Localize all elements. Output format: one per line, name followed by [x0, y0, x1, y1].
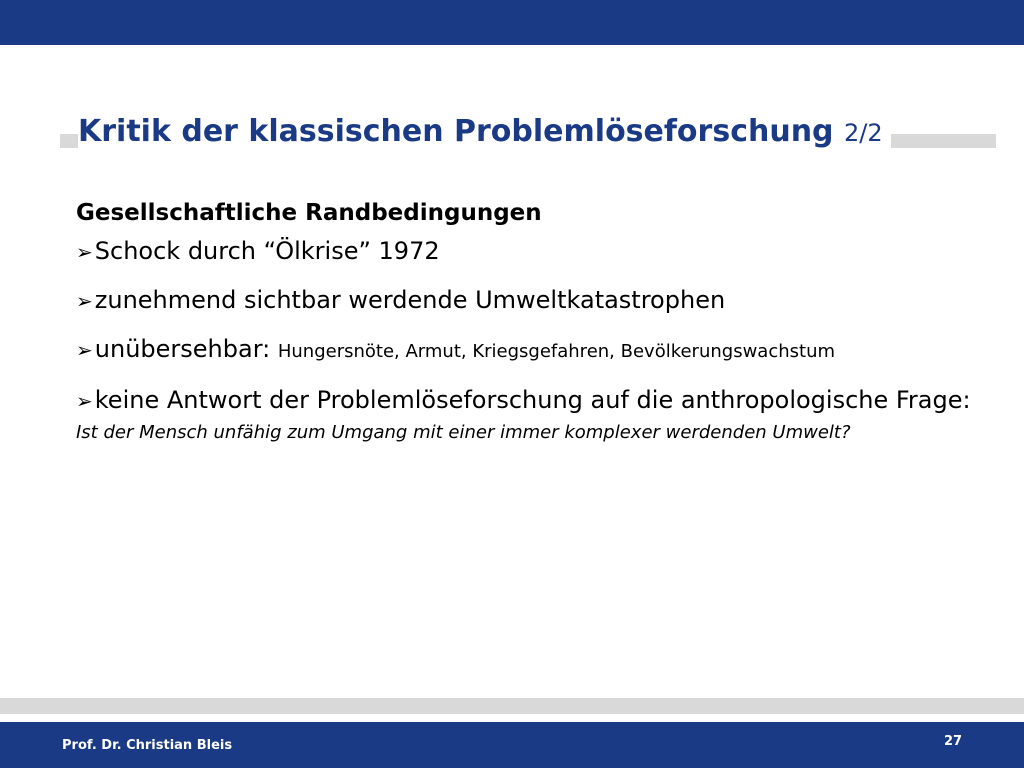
slide-title-suffix: 2/2 — [843, 119, 883, 147]
bullet-item-4 — [76, 386, 976, 415]
bullet-item-2 — [76, 286, 976, 315]
top-bar — [0, 0, 1024, 45]
slide-content — [76, 197, 976, 445]
bullet-arrow-icon: ➢ — [76, 389, 93, 413]
bullet-text: Schock durch “Ölkrise” 1972 — [94, 237, 440, 265]
bullet-arrow-icon: ➢ — [76, 289, 93, 313]
bottom-rule — [0, 698, 1024, 714]
bullet-item-1 — [76, 237, 976, 266]
question-text: Ist der Mensch unfähig zum Umgang mit einer immer komplexer werdenden Umwelt? — [76, 422, 851, 443]
bullet-lead: unübersehbar: — [94, 335, 278, 363]
bullet-text: keine Antwort der Problemlöseforschung auf die anthropologische Frage: — [94, 386, 971, 414]
footer-author: Prof. Dr. Christian Bleis — [62, 738, 233, 753]
section-heading: Gesellschaftliche Randbedingungen — [76, 200, 542, 226]
bullet-arrow-icon: ➢ — [76, 338, 93, 362]
bullet-item-3 — [76, 335, 976, 366]
bullet-detail: Hungersnöte, Armut, Kriegsgefahren, Bevölkerungswachstum — [277, 341, 836, 362]
page-number: 27 — [944, 734, 963, 749]
slide-title — [78, 112, 891, 153]
slide-title-text: Kritik der klassischen Problemlöseforschung — [78, 114, 834, 149]
bullet-arrow-icon: ➢ — [76, 240, 93, 264]
bullet-text: zunehmend sichtbar werdende Umweltkatastrophen — [94, 286, 726, 314]
